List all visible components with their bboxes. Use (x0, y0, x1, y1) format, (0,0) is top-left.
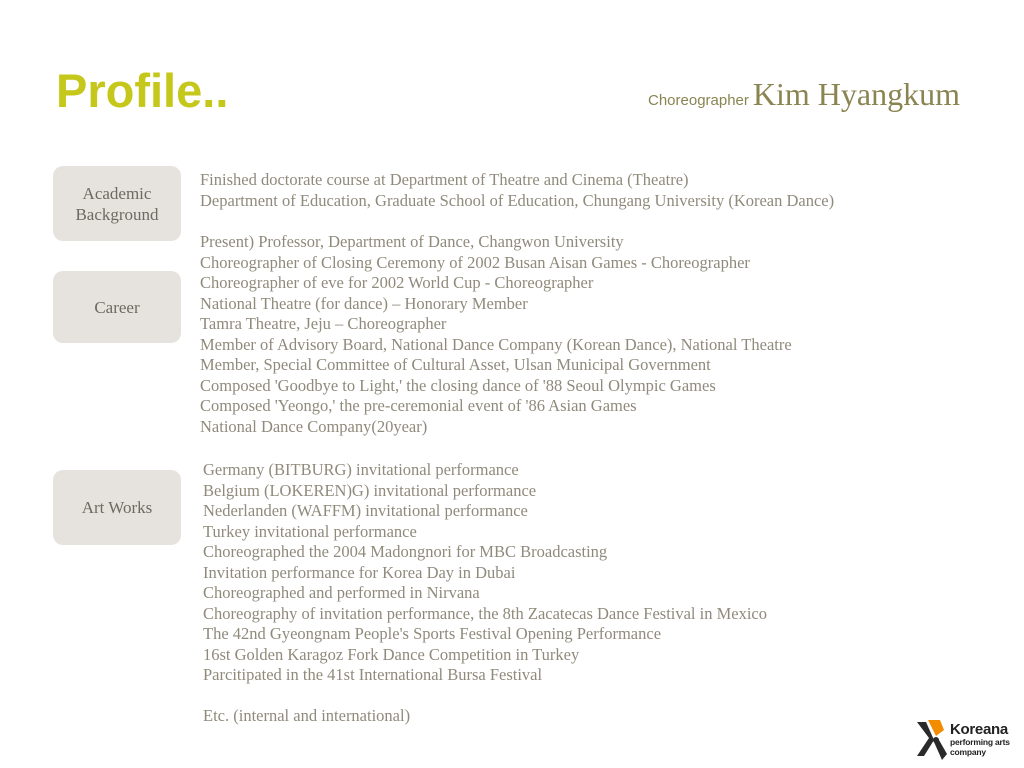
career-list (200, 232, 792, 437)
company-logo (914, 716, 1014, 762)
list-item: Composed 'Goodbye to Light,' the closing dance of '88 Seoul Olympic Games (200, 375, 716, 395)
list-item: Invitation performance for Korea Day in Dubai (203, 562, 516, 582)
list-item: Department of Education, Graduate School of Education, Chungang University (Korean Dance) (200, 190, 835, 210)
academic-background-label (53, 166, 181, 241)
list-item: Choreographed the 2004 Madongnori for MBC Broadcasting (203, 542, 608, 561)
list-item: 16st Golden Karagoz Fork Dance Competition in Turkey (203, 644, 580, 664)
list-item: Member, Special Committee of Cultural Asset, Ulsan Municipal Government (200, 355, 711, 374)
academic-label-line1: Academic (82, 183, 152, 203)
list-item: Turkey invitational performance (203, 521, 417, 541)
list-item: Choreographer of eve for 2002 World Cup - Choreographer (200, 273, 594, 292)
choreographer-name: Kim Hyangkum (752, 76, 960, 112)
list-item: Belgium (LOKEREN)G) invitational performance (203, 480, 537, 500)
list-item: Choreography of invitation performance, the 8th Zacatecas Dance Festival in Mexico (203, 603, 768, 623)
koreana-emblem-icon (914, 716, 948, 762)
list-item: Composed 'Yeongo,' the pre-ceremonial event of '86 Asian Games (200, 396, 637, 415)
list-item: National Theatre (for dance) – Honorary Member (200, 293, 528, 313)
list-item: National Dance Company(20year) (200, 416, 428, 436)
list-item: Germany (BITBURG) invitational performance (203, 460, 519, 479)
list-item: Choreographer of Closing Ceremony of 2002 Busan Aisan Games - Choreographer (200, 252, 750, 272)
list-item: Present) Professor, Department of Dance, Changwon University (200, 232, 624, 251)
art-works-list (203, 460, 767, 686)
logo-wordmark (950, 722, 1010, 756)
art-works-label (53, 470, 181, 545)
art-works-etc: Etc. (internal and international) (203, 706, 411, 725)
logo-tagline-line1: performing arts (950, 737, 1010, 747)
list-item: Parcitipated in the 41st International Bursa Festival (203, 665, 543, 684)
art-works-label-text: Art Works (81, 498, 153, 517)
list-item: The 42nd Gyeongnam People's Sports Festival Opening Performance (203, 624, 662, 643)
academic-label-line2: Background (75, 204, 159, 224)
logo-tagline-line2: company (950, 746, 986, 757)
page-title: Profile.. (56, 64, 229, 117)
list-item: Finished doctorate course at Department of Theatre and Cinema (Theatre) (200, 170, 689, 189)
list-item: Tamra Theatre, Jeju – Choreographer (200, 314, 447, 333)
list-item: Member of Advisory Board, National Dance Company (Korean Dance), National Theatre (200, 334, 792, 354)
role-label: Choreographer (648, 92, 749, 109)
list-item: Nederlanden (WAFFM) invitational performance (203, 501, 528, 520)
logo-brand: Koreana (950, 721, 1008, 738)
academic-background-list (200, 170, 834, 211)
list-item: Choreographed and performed in Nirvana (203, 583, 480, 602)
choreographer-heading (648, 76, 960, 113)
career-label-text: Career (94, 297, 140, 317)
career-label (53, 271, 181, 343)
